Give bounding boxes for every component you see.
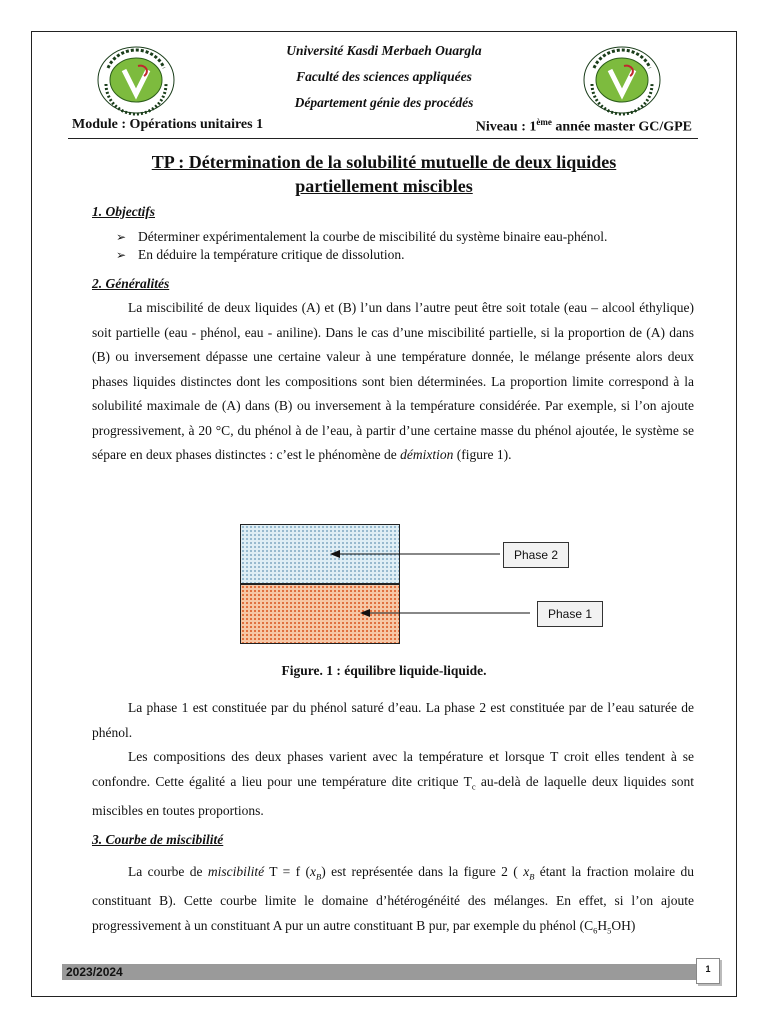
department-name: Département génie des procédés [294,95,474,110]
faculty-name: Faculté des sciences appliquées [296,69,472,84]
phase1-label: Phase 1 [537,601,603,627]
list-item: ➢ En déduire la température critique de dissolution. [116,247,405,262]
footer-year: 2023/2024 [66,965,123,979]
document-title: TP : Détermination de la solubilité mutuelle de deux liquides partiellement miscibles [151,152,617,196]
module-label: Module : Opérations unitaires 1 [72,117,264,132]
section-heading-objectifs: 1. Objectifs [92,204,155,219]
paragraph-courbe: La courbe de miscibilité T = f $(x_B)$ est représentée dans la figure 2 ( $x_B$ étant la fraction molaire du constituant B). Cette courbe limite le domaine d’hétérogénéité des mélanges. En effet, si l’on ajoute progressivement à un constituant A pur un autre constituant B pur, par exemple du phénol $(C_6H_5OH)$ [92,864,695,936]
list-item: ➢ Déterminer expérimentalement la courbe de miscibilité du système binaire eau-phénol. [116,229,608,244]
arrow-bullet-icon: ➢ [116,248,127,262]
figure-caption: Figure. 1 : équilibre liquide-liquide. [281,663,487,678]
university-name: Université Kasdi Merbaeh Ouargla [286,43,482,58]
paragraph-generalites: La miscibilité de deux liquides (A) et (B) l’un dans l’autre peut être soit totale (eau – alcool éthylique) soit partielle (eau - phénol, eau - aniline). Dans le cas d’une miscibilité partielle, si la proportion de (A) dans (B) ou inversement dépasse une certaine valeur à une température donnée, le mélange présente alors deux phases liquides distinctes dont les compositions sont bien déterminées. La proportion limite correspond à la solubilité maximale de (A) dans (B) ou inversement à la température considérée. Par exemple, si l’on ajoute progressivement, à 20 °C, du phénol à de l’eau, à partir d’une certaine masse du phénol ajoutée, le système se sépare en deux phases distinctes : c’est le phénomène de démixtion (figure 1). [92,300,694,462]
paragraph-critical-temperature: Les compositions des deux phases varient avec la température et lorsque T croit elles tendent à se confondre. Cette égalité a lieu pour une température dite critique $T_c$ au-delà de laquelle deux liquides sont miscibles en toutes proportions. [92,749,695,818]
section-heading-courbe: 3. Courbe de miscibilité [92,832,224,847]
paragraph-phases: La phase 1 est constituée par du phénol saturé d’eau. La phase 2 est constituée par de l’eau saturée de phénol. [92,700,694,740]
footer-bar [62,964,698,980]
level-label: Niveau : 1ème année master GC/GPE [475,117,692,135]
phase2-label: Phase 2 [503,542,569,568]
arrow-head-phase1 [360,609,370,617]
header-divider [68,138,698,139]
arrow-head-phase2 [330,550,340,558]
page-number: 1 [696,958,720,984]
arrow-bullet-icon: ➢ [116,230,127,244]
section-heading-generalites: 2. Généralités [92,276,170,291]
